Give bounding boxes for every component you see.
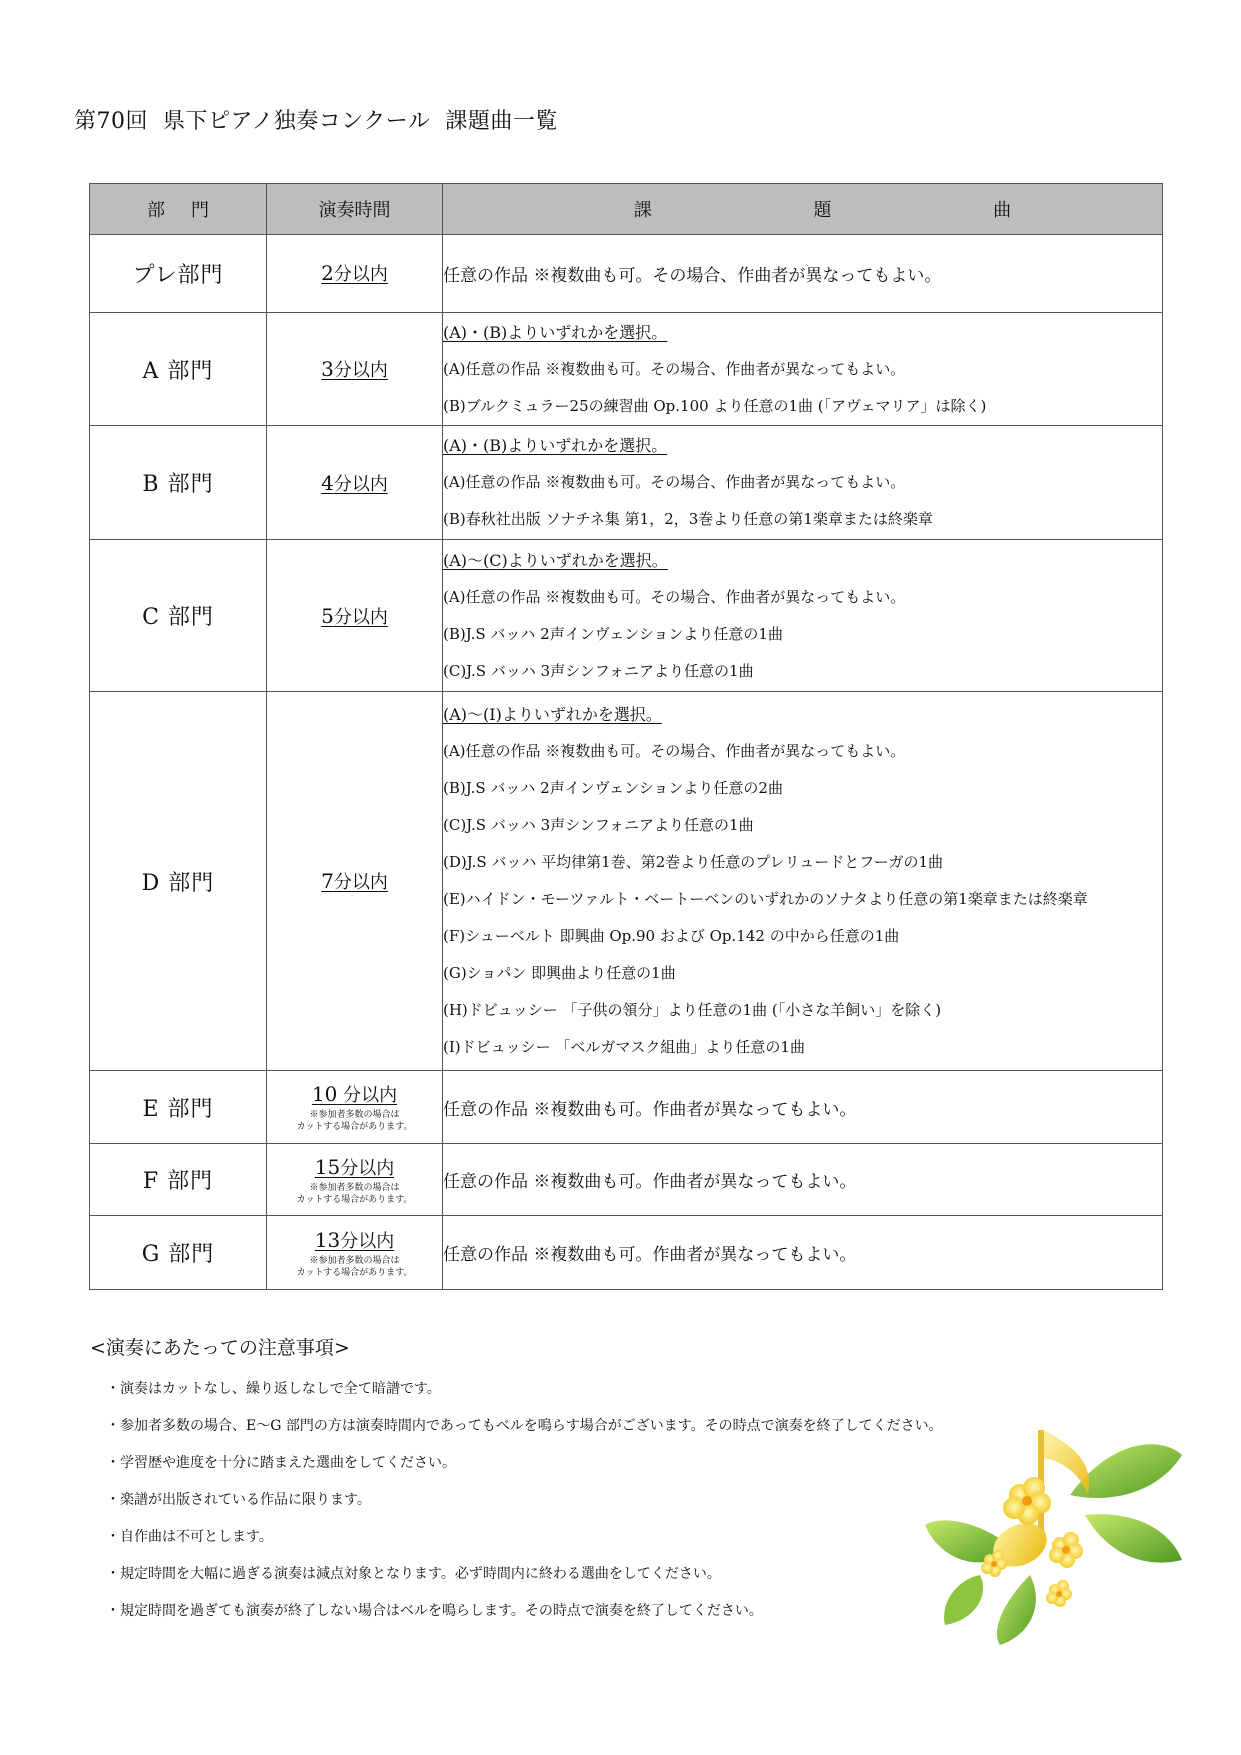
piece-option: (C)J.S バッハ 3声シンフォニアより任意の1曲	[443, 816, 754, 835]
table-row-b	[90, 426, 1163, 540]
piece-option: (A)任意の作品 ※複数曲も可。その場合、作曲者が異なってもよい。	[443, 587, 906, 606]
note-item: ・自作曲は不可とします。	[106, 1529, 273, 1545]
division-label: D 部門	[90, 692, 267, 1071]
table-row-g	[90, 1216, 1163, 1290]
choice-instruction: (A)・(B)よりいずれかを選択。	[443, 436, 668, 456]
piece-option: (B)春秋社出版 ソナチネ集 第1，2，3巻より任意の第1楽章または終楽章	[443, 510, 933, 529]
piece-option: (E)ハイドン・モーツァルト・ベートーベンのいずれかのソナタより任意の第1楽章または終楽章	[443, 890, 1088, 909]
piece-option: (A)任意の作品 ※複数曲も可。その場合、作曲者が異なってもよい。	[443, 742, 906, 761]
division-label: E 部門	[90, 1071, 267, 1144]
division-label: B 部門	[90, 426, 267, 540]
header-division: 部門	[90, 184, 267, 235]
table-row-a	[90, 312, 1163, 426]
time-limit: 15分以内 ※参加者多数の場合は カットする場合があります。	[267, 1143, 443, 1216]
piece-text: 任意の作品 ※複数曲も可。作曲者が異なってもよい。	[443, 1099, 857, 1120]
table-header-row	[90, 184, 1163, 235]
time-note: ※参加者多数の場合は カットする場合があります。	[296, 1110, 413, 1133]
time-note: ※参加者多数の場合は カットする場合があります。	[296, 1255, 413, 1278]
piece-option: (H)ドビュッシー 「子供の領分」より任意の1曲 (「小さな羊飼い」を除く)	[443, 1001, 942, 1020]
table-row-d	[90, 692, 1163, 1071]
note-item: ・学習歴や進度を十分に踏まえた選曲をしてください。	[106, 1455, 456, 1471]
piece-cell	[443, 540, 1163, 692]
header-time: 演奏時間	[267, 184, 443, 235]
time-limit: 5分以内	[267, 540, 443, 692]
piece-cell	[443, 426, 1163, 540]
division-label: C 部門	[90, 540, 267, 692]
division-label: F 部門	[90, 1143, 267, 1216]
piece-option: (C)J.S バッハ 3声シンフォニアより任意の1曲	[443, 661, 754, 680]
note-item: ・参加者多数の場合、E～G 部門の方は演奏時間内であってもベルを鳴らす場合がございます。その時点で演奏を終了してください。	[106, 1418, 943, 1434]
note-item: ・楽譜が出版されている作品に限ります。	[106, 1492, 371, 1508]
time-limit: 4分以内	[267, 426, 443, 540]
table-row-c	[90, 540, 1163, 692]
piece-cell	[443, 692, 1163, 1071]
piece-option: (F)シューベルト 即興曲 Op.90 および Op.142 の中から任意の1曲	[443, 927, 900, 946]
time-limit: 3分以内	[267, 312, 443, 426]
piece-cell	[443, 1071, 1163, 1144]
time-limit: 7分以内	[267, 692, 443, 1071]
choice-instruction: (A)・(B)よりいずれかを選択。	[443, 322, 668, 342]
piece-text: 任意の作品 ※複数曲も可。作曲者が異なってもよい。	[443, 1172, 857, 1193]
time-limit: 2分以内	[267, 235, 443, 313]
notes-heading: <演奏にあたっての注意事項>	[90, 1337, 350, 1359]
note-item: ・演奏はカットなし、繰り返しなしで全て暗譜です。	[106, 1381, 441, 1397]
piece-text: 任意の作品 ※複数曲も可。その場合、作曲者が異なってもよい。	[443, 265, 942, 286]
choice-instruction: (A)～(C)よりいずれかを選択。	[443, 550, 668, 570]
division-label: プレ部門	[90, 235, 267, 313]
header-piece-char: 課	[633, 200, 652, 221]
piece-option: (B)ブルクミュラー25の練習曲 Op.100 より任意の1曲 (「アヴェマリア」は除く)	[443, 396, 987, 415]
time-note: ※参加者多数の場合は カットする場合があります。	[296, 1182, 413, 1205]
piece-option: (A)任意の作品 ※複数曲も可。その場合、作曲者が異なってもよい。	[443, 473, 906, 492]
header-piece-char: 曲	[993, 200, 1012, 221]
page-title: 第70回 県下ピアノ独奏コンクール 課題曲一覧	[74, 109, 558, 134]
header-piece-char: 題	[813, 200, 832, 221]
course-table	[89, 183, 1163, 1290]
table-row-e	[90, 1071, 1163, 1144]
piece-cell	[443, 1216, 1163, 1290]
time-limit: 13分以内 ※参加者多数の場合は カットする場合があります。	[267, 1216, 443, 1290]
piece-cell	[443, 312, 1163, 426]
piece-option: (D)J.S バッハ 平均律第1巻、第2巻より任意のプレリュードとフーガの1曲	[443, 853, 943, 872]
piece-text: 任意の作品 ※複数曲も可。作曲者が異なってもよい。	[443, 1245, 857, 1266]
piece-option: (B)J.S バッハ 2声インヴェンションより任意の1曲	[443, 624, 783, 643]
piece-option: (B)J.S バッハ 2声インヴェンションより任意の2曲	[443, 779, 783, 798]
header-piece	[443, 184, 1163, 235]
piece-option: (A)任意の作品 ※複数曲も可。その場合、作曲者が異なってもよい。	[443, 359, 906, 378]
piece-option: (G)ショパン 即興曲より任意の1曲	[443, 964, 676, 983]
notes-list	[106, 1371, 943, 1630]
time-limit: 10 分以内 ※参加者多数の場合は カットする場合があります。	[267, 1071, 443, 1144]
note-item: ・規定時間を過ぎても演奏が終了しない場合はベルを鳴らします。その時点で演奏を終了してください。	[106, 1603, 763, 1619]
piece-cell	[443, 1143, 1163, 1216]
division-label: A 部門	[90, 312, 267, 426]
choice-instruction: (A)～(I)よりいずれかを選択。	[443, 705, 662, 725]
music-note-flower-icon	[920, 1400, 1190, 1649]
piece-option: (I)ドビュッシー 「ベルガマスク組曲」より任意の1曲	[443, 1038, 805, 1057]
note-item: ・規定時間を大幅に過ぎる演奏は減点対象となります。必ず時間内に終わる選曲をしてください。	[106, 1566, 721, 1582]
table-row-pre	[90, 235, 1163, 313]
piece-cell	[443, 235, 1163, 313]
division-label: G 部門	[90, 1216, 267, 1290]
table-row-f	[90, 1143, 1163, 1216]
